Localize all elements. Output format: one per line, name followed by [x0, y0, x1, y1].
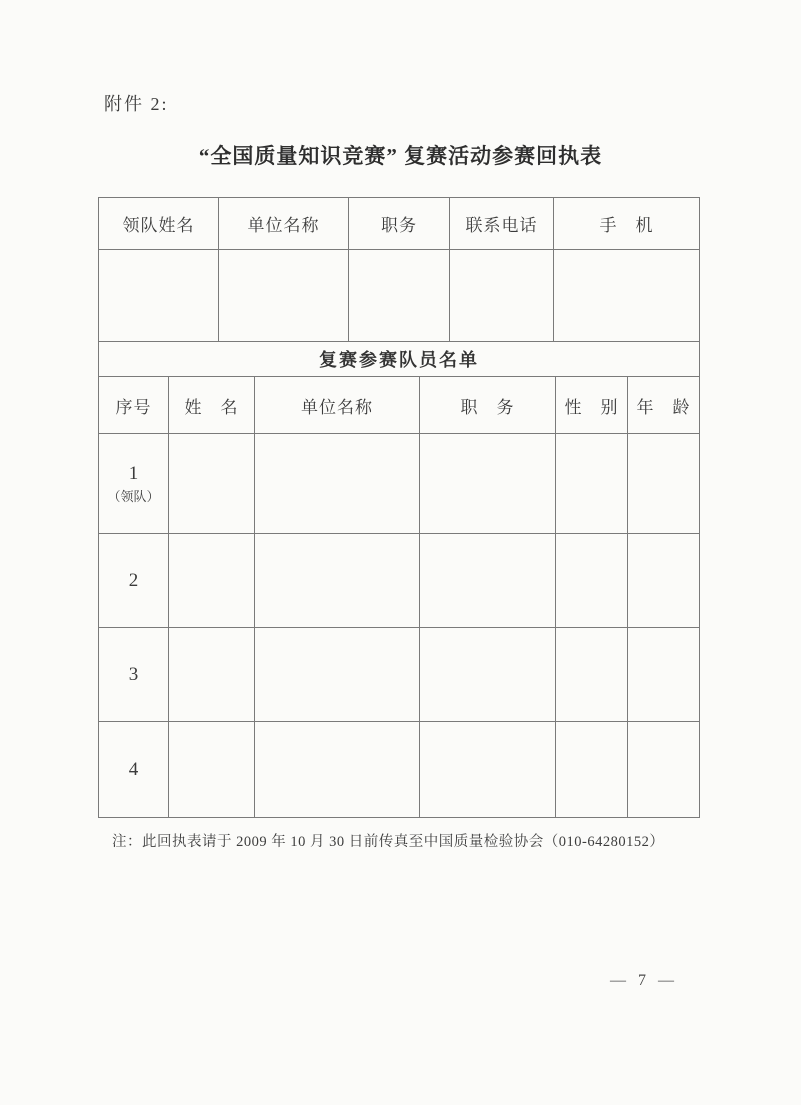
row-number: 2	[128, 569, 139, 591]
empty-cell	[349, 250, 450, 342]
header-gender: 性 别	[556, 377, 628, 434]
empty-cell	[420, 628, 556, 722]
header-name: 姓 名	[169, 377, 255, 434]
page-title: “全国质量知识竞赛” 复赛活动参赛回执表	[198, 144, 603, 168]
members-grid	[99, 377, 699, 817]
empty-cell	[169, 722, 255, 817]
empty-cell	[628, 722, 699, 817]
leader-info-grid	[99, 198, 699, 342]
page-number: — 7 —	[610, 972, 678, 989]
empty-cell	[169, 534, 255, 628]
empty-cell	[219, 250, 349, 342]
empty-cell	[169, 628, 255, 722]
empty-cell	[450, 250, 554, 342]
header-index: 序号	[99, 377, 169, 434]
attachment-label: 附件 2:	[104, 94, 169, 114]
row-number-note: （领队）	[107, 488, 160, 504]
footnote: 注：此回执表请于 2009 年 10 月 30 日前传真至中国质量检验协会（010-64280152）	[112, 834, 665, 850]
row-number: 3	[128, 663, 139, 685]
empty-cell	[556, 534, 628, 628]
empty-cell	[420, 722, 556, 817]
header-age: 年 龄	[628, 377, 699, 434]
row-number: 1	[128, 462, 139, 484]
empty-cell	[554, 250, 699, 342]
row-number-cell	[99, 534, 169, 628]
empty-cell	[99, 250, 219, 342]
empty-cell	[255, 534, 420, 628]
empty-cell	[420, 434, 556, 534]
empty-cell	[556, 722, 628, 817]
empty-cell	[628, 628, 699, 722]
row-number-cell	[99, 722, 169, 817]
empty-cell	[169, 434, 255, 534]
section-band-members-list: 复赛参赛队员名单	[99, 342, 699, 377]
header-unit-name: 单位名称	[255, 377, 420, 434]
header-position: 职务	[349, 198, 450, 250]
empty-cell	[556, 434, 628, 534]
header-position: 职 务	[420, 377, 556, 434]
header-leader-name: 领队姓名	[99, 198, 219, 250]
empty-cell	[628, 434, 699, 534]
empty-cell	[556, 628, 628, 722]
row-number-cell	[99, 434, 169, 534]
reply-form-table	[98, 197, 700, 818]
empty-cell	[255, 628, 420, 722]
empty-cell	[628, 534, 699, 628]
header-unit-name: 单位名称	[219, 198, 349, 250]
empty-cell	[255, 434, 420, 534]
header-phone: 联系电话	[450, 198, 554, 250]
empty-cell	[420, 534, 556, 628]
empty-cell	[255, 722, 420, 817]
header-mobile: 手 机	[554, 198, 699, 250]
row-number-cell	[99, 628, 169, 722]
row-number: 4	[128, 758, 139, 780]
